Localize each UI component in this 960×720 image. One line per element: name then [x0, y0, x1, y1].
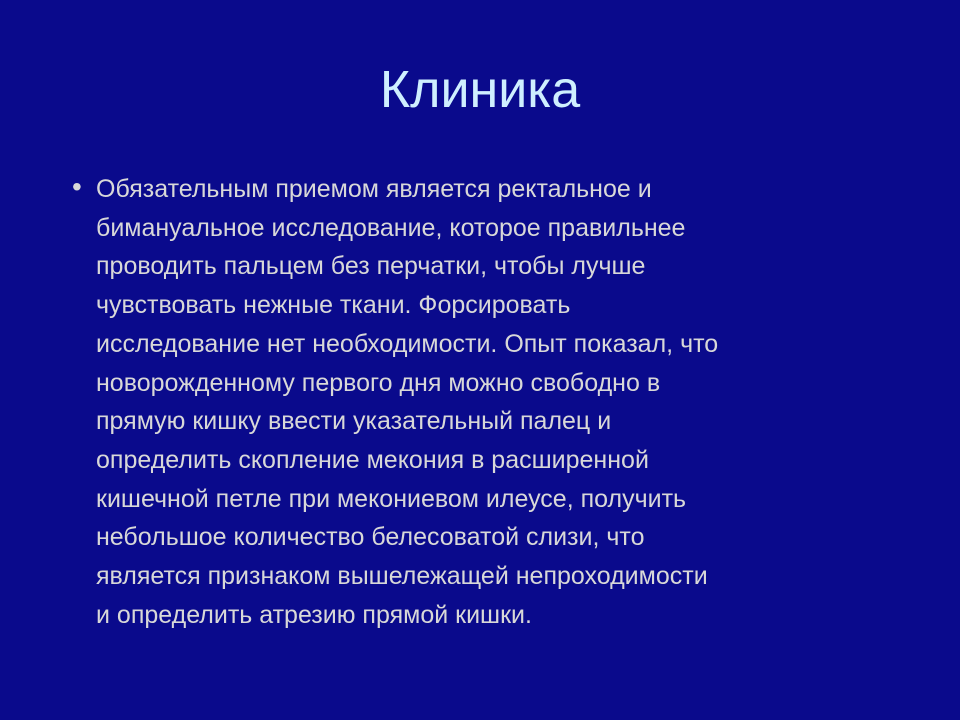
bullet-line: Обязательным приемом является ректальное и	[96, 175, 652, 203]
bullet-text	[96, 170, 906, 634]
bullet-line: определить скопление мекония в расширенной	[96, 445, 649, 474]
bullet-line: исследование нет необходимости. Опыт показал, что	[96, 329, 719, 358]
bullet-line: чувствовать нежные ткани. Форсировать	[96, 291, 571, 320]
bullet-line: проводить пальцем без перчатки, чтобы лучше	[96, 252, 646, 281]
bullet-line: и определить атрезию прямой кишки.	[96, 600, 532, 629]
bullet-line: новорожденному первого дня можно свободно в	[96, 368, 661, 397]
bullet-line: небольшое количество белесоватой слизи, что	[96, 523, 645, 552]
slide-title: Клиника	[379, 61, 581, 119]
bullet-line: является признаком вышележащей непроходимости	[96, 562, 708, 591]
slide-content	[72, 170, 912, 634]
bullet-marker: •	[72, 171, 82, 202]
bullet-line: кишечной петле при мекониевом илеусе, получить	[96, 484, 687, 513]
bullet-line: бимануальное исследование, которое правильнее	[96, 213, 686, 242]
bullet-line: прямую кишку ввести указательный палец и	[96, 407, 612, 436]
bullet-item	[72, 170, 912, 634]
